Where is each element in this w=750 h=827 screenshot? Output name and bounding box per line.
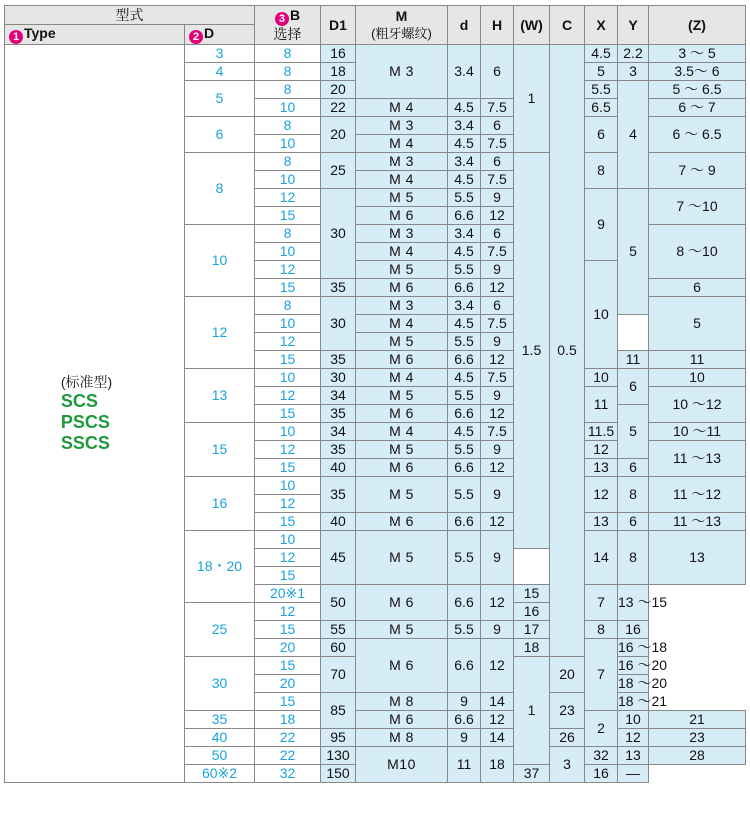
b-cell: 15 bbox=[255, 405, 321, 423]
d-size-cell: 3 bbox=[185, 45, 255, 63]
z-cell: 23 bbox=[649, 729, 746, 747]
h-cell: 12 bbox=[481, 585, 514, 621]
z-cell: 6 ～ 7 bbox=[649, 99, 746, 117]
d1-cell: 35 bbox=[321, 405, 356, 423]
m-cell: M 6 bbox=[356, 279, 448, 297]
d-cell: 3.4 bbox=[448, 45, 481, 99]
badge-1: 1 bbox=[9, 30, 23, 44]
d-cell: 5.5 bbox=[448, 441, 481, 459]
d1-cell: 35 bbox=[321, 351, 356, 369]
y-cell: 3 bbox=[618, 63, 649, 81]
w-cell: 2 bbox=[585, 711, 618, 747]
z-cell: 8 ～10 bbox=[649, 225, 746, 279]
h-cell: 7.5 bbox=[481, 99, 514, 117]
h-cell: 12 bbox=[481, 351, 514, 369]
y-cell: 8 bbox=[618, 531, 649, 585]
b-cell: 20※1 bbox=[255, 585, 321, 603]
d1-cell: 20 bbox=[321, 81, 356, 99]
m-cell: M 5 bbox=[356, 441, 448, 459]
h-cell: 6 bbox=[481, 45, 514, 99]
m-cell: M 4 bbox=[356, 315, 448, 333]
d-cell: 4.5 bbox=[448, 423, 481, 441]
z-cell: 10 ～12 bbox=[649, 387, 746, 423]
x-cell: 12 bbox=[585, 477, 618, 513]
x-cell: 6.5 bbox=[585, 99, 618, 117]
h-cell: 9 bbox=[481, 387, 514, 405]
h-cell: 7.5 bbox=[481, 315, 514, 333]
d1-cell: 25 bbox=[321, 153, 356, 189]
y-cell: 7 bbox=[585, 639, 618, 711]
y-cell: 13 bbox=[618, 747, 649, 765]
header-b-label: B bbox=[289, 7, 301, 23]
x-cell: 37 bbox=[514, 765, 550, 783]
m-cell: M10 bbox=[356, 747, 448, 783]
y-cell: 6 bbox=[649, 279, 746, 297]
header-b-sub: 选择 bbox=[273, 26, 302, 42]
d1-cell: 22 bbox=[321, 99, 356, 117]
m-cell: M 6 bbox=[356, 711, 448, 729]
b-cell: 15 bbox=[255, 657, 321, 675]
header-x: X bbox=[585, 6, 618, 45]
b-cell: 10 bbox=[255, 531, 321, 549]
b-cell: 8 bbox=[255, 81, 321, 99]
d-size-cell: 30 bbox=[185, 657, 255, 711]
type-name: SSCS bbox=[60, 433, 110, 453]
header-z: (Z) bbox=[649, 6, 746, 45]
b-cell: 12 bbox=[255, 189, 321, 207]
b-cell: 15 bbox=[255, 459, 321, 477]
table-row bbox=[5, 45, 746, 63]
y-cell: 8 bbox=[585, 621, 618, 639]
z-cell: 28 bbox=[649, 747, 746, 765]
m-cell: M 5 bbox=[356, 531, 448, 585]
h-cell: 9 bbox=[481, 261, 514, 279]
x-cell: 5.5 bbox=[585, 81, 618, 99]
x-cell: 18 bbox=[514, 639, 550, 657]
h-cell: 12 bbox=[481, 279, 514, 297]
header-d-size bbox=[185, 25, 255, 45]
d1-cell: 20 bbox=[321, 117, 356, 153]
d-size-cell: 6 bbox=[185, 117, 255, 153]
d1-cell: 16 bbox=[321, 45, 356, 63]
b-cell: 22 bbox=[255, 729, 321, 747]
d-size-cell: 15 bbox=[185, 423, 255, 477]
z-cell: 10 bbox=[649, 369, 746, 387]
h-cell: 6 bbox=[481, 225, 514, 243]
x-cell: 26 bbox=[550, 729, 585, 747]
b-cell: 8 bbox=[255, 225, 321, 243]
b-cell: 12 bbox=[255, 333, 321, 351]
z-cell: 21 bbox=[649, 711, 746, 729]
header-h: H bbox=[481, 6, 514, 45]
x-cell: 16 bbox=[514, 603, 550, 621]
header-type-label: Type bbox=[24, 25, 56, 41]
h-cell: 9 bbox=[481, 189, 514, 207]
m-cell: M 4 bbox=[356, 243, 448, 261]
d1-cell: 50 bbox=[321, 585, 356, 621]
h-cell: 6 bbox=[481, 297, 514, 315]
h-cell: 6 bbox=[481, 153, 514, 171]
b-cell: 22 bbox=[255, 747, 321, 765]
b-cell: 12 bbox=[255, 603, 321, 621]
y-cell: 6 bbox=[618, 459, 649, 477]
header-b bbox=[255, 6, 321, 45]
z-cell: 16 bbox=[618, 621, 649, 639]
d-cell: 6.6 bbox=[448, 459, 481, 477]
h-cell: 18 bbox=[481, 747, 514, 783]
h-cell: 14 bbox=[481, 729, 514, 747]
m-cell: M 4 bbox=[356, 369, 448, 387]
h-cell: 12 bbox=[481, 639, 514, 693]
z-cell: 6 ～ 6.5 bbox=[649, 117, 746, 153]
z-cell: 11 ～13 bbox=[649, 513, 746, 531]
d-cell: 3.4 bbox=[448, 153, 481, 171]
d1-cell: 60 bbox=[321, 639, 356, 657]
x-cell: 20 bbox=[550, 657, 585, 693]
d-cell: 4.5 bbox=[448, 171, 481, 189]
w-cell: 1.5 bbox=[514, 153, 550, 549]
y-cell: 6 bbox=[618, 513, 649, 531]
x-cell: 5 bbox=[585, 63, 618, 81]
header-d: d bbox=[448, 6, 481, 45]
b-cell: 15 bbox=[255, 567, 321, 585]
d-size-cell: 40 bbox=[185, 729, 255, 747]
badge-2: 2 bbox=[189, 30, 203, 44]
h-cell: 6 bbox=[481, 117, 514, 135]
x-cell: 13 bbox=[585, 513, 618, 531]
header-type bbox=[5, 25, 185, 45]
y-cell: 16 bbox=[585, 765, 618, 783]
d-size-cell: 13 bbox=[185, 369, 255, 423]
m-cell: M 3 bbox=[356, 117, 448, 135]
h-cell: 7.5 bbox=[481, 369, 514, 387]
d-cell: 4.5 bbox=[448, 315, 481, 333]
z-cell: 11 ～12 bbox=[649, 477, 746, 513]
c-cell: 1 bbox=[514, 657, 550, 765]
header-row-1 bbox=[5, 6, 746, 25]
x-cell: 13 bbox=[585, 459, 618, 477]
d1-cell: 40 bbox=[321, 459, 356, 477]
m-cell: M 4 bbox=[356, 423, 448, 441]
b-cell: 15 bbox=[255, 693, 321, 711]
x-cell: 4.5 bbox=[585, 45, 618, 63]
x-cell: 32 bbox=[585, 747, 618, 765]
header-d-size-label: D bbox=[204, 25, 215, 41]
z-cell: 18 ～20 bbox=[618, 675, 668, 691]
b-cell: 10 bbox=[255, 171, 321, 189]
d-cell: 5.5 bbox=[448, 333, 481, 351]
d-size-cell: 35 bbox=[185, 711, 255, 729]
header-type-group: 型式 bbox=[5, 6, 255, 25]
d-cell: 5.5 bbox=[448, 531, 481, 585]
d-cell: 5.5 bbox=[448, 387, 481, 405]
b-cell: 12 bbox=[255, 495, 321, 513]
m-cell: M 5 bbox=[356, 387, 448, 405]
x-cell: 10 bbox=[585, 369, 618, 387]
b-cell: 20 bbox=[255, 675, 321, 693]
d-size-cell: 60※2 bbox=[185, 765, 255, 783]
d-cell: 4.5 bbox=[448, 243, 481, 261]
d-cell: 4.5 bbox=[448, 135, 481, 153]
h-cell: 9 bbox=[481, 531, 514, 585]
m-cell: M 4 bbox=[356, 99, 448, 117]
y-cell: 5 bbox=[618, 189, 649, 315]
d-size-cell: 10 bbox=[185, 225, 255, 297]
h-cell: 9 bbox=[481, 441, 514, 459]
z-cell: 5 ～ 6.5 bbox=[649, 81, 746, 99]
d1-cell: 55 bbox=[321, 621, 356, 639]
w-cell: 1 bbox=[514, 45, 550, 153]
d-cell: 5.5 bbox=[448, 261, 481, 279]
m-cell: M 6 bbox=[356, 459, 448, 477]
header-m-sub: (粗牙螺纹) bbox=[371, 26, 432, 41]
m-cell: M 6 bbox=[356, 513, 448, 531]
h-cell: 12 bbox=[481, 207, 514, 225]
z-cell: 16 ～20 bbox=[618, 657, 668, 673]
d-cell: 6.6 bbox=[448, 513, 481, 531]
d-size-cell: 25 bbox=[185, 603, 255, 657]
d1-cell: 40 bbox=[321, 513, 356, 531]
d1-cell: 35 bbox=[321, 441, 356, 459]
header-d1: D1 bbox=[321, 6, 356, 45]
x-cell: 8 bbox=[585, 153, 618, 189]
b-cell: 10 bbox=[255, 243, 321, 261]
y-cell: 4 bbox=[618, 81, 649, 189]
m-cell: M 3 bbox=[356, 297, 448, 315]
z-cell: 18 ～21 bbox=[618, 693, 668, 709]
d1-cell: 45 bbox=[321, 531, 356, 585]
m-cell: M 5 bbox=[356, 621, 448, 639]
b-cell: 12 bbox=[255, 441, 321, 459]
h-cell: 12 bbox=[481, 459, 514, 477]
type-name: PSCS bbox=[60, 412, 110, 432]
h-cell: 9 bbox=[481, 621, 514, 639]
d-cell: 6.6 bbox=[448, 351, 481, 369]
standard-type-label: (标准型) bbox=[60, 374, 113, 390]
x-cell: 11.5 bbox=[585, 423, 618, 441]
y-cell: 11 bbox=[649, 351, 746, 369]
m-cell: M 3 bbox=[356, 153, 448, 171]
d-size-cell: 18・20 bbox=[185, 531, 255, 603]
h-cell: 12 bbox=[481, 513, 514, 531]
d-cell: 6.6 bbox=[448, 639, 481, 693]
h-cell: 7.5 bbox=[481, 135, 514, 153]
type-cell bbox=[5, 45, 185, 783]
b-cell: 8 bbox=[255, 117, 321, 135]
m-cell: M 8 bbox=[356, 729, 448, 747]
h-cell: 7.5 bbox=[481, 423, 514, 441]
m-cell: M 4 bbox=[356, 135, 448, 153]
y-cell: 12 bbox=[618, 729, 649, 747]
z-cell: 11 ～13 bbox=[649, 441, 746, 477]
b-cell: 8 bbox=[255, 63, 321, 81]
b-cell: 10 bbox=[255, 315, 321, 333]
b-cell: 15 bbox=[255, 351, 321, 369]
header-c: C bbox=[550, 6, 585, 45]
d1-cell: 130 bbox=[321, 747, 356, 765]
d-cell: 6.6 bbox=[448, 405, 481, 423]
d-cell: 5.5 bbox=[448, 477, 481, 513]
x-cell: 10 bbox=[585, 261, 618, 369]
d-size-cell: 16 bbox=[185, 477, 255, 531]
d-cell: 4.5 bbox=[448, 99, 481, 117]
d-cell: 3.4 bbox=[448, 225, 481, 243]
b-cell: 10 bbox=[255, 477, 321, 495]
b-cell: 8 bbox=[255, 153, 321, 171]
m-cell: M 3 bbox=[356, 225, 448, 243]
b-cell: 15 bbox=[255, 279, 321, 297]
d1-cell: 30 bbox=[321, 297, 356, 351]
b-cell: 32 bbox=[255, 765, 321, 783]
y-cell: 2.2 bbox=[618, 45, 649, 63]
c-cell: 0.5 bbox=[550, 45, 585, 657]
h-cell: 12 bbox=[481, 711, 514, 729]
x-cell: 9 bbox=[585, 189, 618, 261]
d-size-cell: 5 bbox=[185, 81, 255, 117]
b-cell: 12 bbox=[255, 549, 321, 567]
x-cell: 11 bbox=[618, 351, 649, 369]
b-cell: 8 bbox=[255, 297, 321, 315]
h-cell: 12 bbox=[481, 405, 514, 423]
header-m-label: M bbox=[395, 8, 408, 24]
d-cell: 11 bbox=[448, 747, 481, 783]
b-cell: 18 bbox=[255, 711, 321, 729]
y-cell: 8 bbox=[618, 477, 649, 513]
m-cell: M 5 bbox=[356, 333, 448, 351]
y-cell: 6 bbox=[618, 369, 649, 405]
d-size-cell: 50 bbox=[185, 747, 255, 765]
d1-cell: 150 bbox=[321, 765, 356, 783]
y-cell: 7 bbox=[585, 585, 618, 621]
m-cell: M 6 bbox=[356, 207, 448, 225]
d1-cell: 34 bbox=[321, 423, 356, 441]
y-cell: 5 bbox=[618, 405, 649, 459]
b-cell: 10 bbox=[255, 99, 321, 117]
d-cell: 9 bbox=[448, 693, 481, 711]
z-cell: 10 ～11 bbox=[649, 423, 746, 441]
b-cell: 15 bbox=[255, 513, 321, 531]
type-name: SCS bbox=[60, 391, 98, 411]
spec-table bbox=[4, 5, 746, 783]
d-cell: 5.5 bbox=[448, 621, 481, 639]
d-cell: 6.6 bbox=[448, 279, 481, 297]
b-cell: 15 bbox=[255, 207, 321, 225]
x-cell: 23 bbox=[550, 693, 585, 729]
d1-cell: 35 bbox=[321, 279, 356, 297]
w-cell: 3 bbox=[550, 747, 585, 783]
x-cell: 11 bbox=[585, 387, 618, 423]
d-size-cell: 12 bbox=[185, 297, 255, 369]
d1-cell: 30 bbox=[321, 189, 356, 279]
x-cell: 17 bbox=[514, 621, 550, 639]
b-cell: 12 bbox=[255, 261, 321, 279]
d1-cell: 30 bbox=[321, 369, 356, 387]
badge-3: 3 bbox=[275, 12, 289, 26]
d-cell: 5.5 bbox=[448, 189, 481, 207]
d-cell: 6.6 bbox=[448, 711, 481, 729]
m-cell: M 5 bbox=[356, 261, 448, 279]
d-cell: 6.6 bbox=[448, 207, 481, 225]
m-cell: M 6 bbox=[356, 405, 448, 423]
d1-cell: 18 bbox=[321, 63, 356, 81]
h-cell: 7.5 bbox=[481, 171, 514, 189]
z-cell: 16 ～18 bbox=[618, 639, 668, 655]
b-cell: 15 bbox=[255, 621, 321, 639]
x-cell: 15 bbox=[514, 585, 550, 603]
d-cell: 6.6 bbox=[448, 585, 481, 621]
d1-cell: 70 bbox=[321, 657, 356, 693]
x-cell: 6 bbox=[585, 117, 618, 153]
b-cell: 10 bbox=[255, 423, 321, 441]
header-m bbox=[356, 6, 448, 45]
m-cell: M 3 bbox=[356, 45, 448, 99]
h-cell: 9 bbox=[481, 333, 514, 351]
z-cell: — bbox=[618, 765, 649, 783]
header-w: (W) bbox=[514, 6, 550, 45]
x-cell: 14 bbox=[585, 531, 618, 585]
z-cell: 13 bbox=[649, 531, 746, 585]
b-cell: 12 bbox=[255, 387, 321, 405]
h-cell: 9 bbox=[481, 477, 514, 513]
x-cell: 12 bbox=[585, 441, 618, 459]
m-cell: M 4 bbox=[356, 171, 448, 189]
m-cell: M 6 bbox=[356, 351, 448, 369]
b-cell: 8 bbox=[255, 45, 321, 63]
z-cell: 7 ～10 bbox=[649, 189, 746, 225]
b-cell: 10 bbox=[255, 135, 321, 153]
d1-cell: 85 bbox=[321, 693, 356, 729]
z-cell: 7 ～ 9 bbox=[649, 153, 746, 189]
h-cell: 7.5 bbox=[481, 243, 514, 261]
h-cell: 14 bbox=[481, 693, 514, 711]
y-cell: 10 bbox=[618, 711, 649, 729]
d1-cell: 35 bbox=[321, 477, 356, 513]
z-cell: 3 ～ 5 bbox=[649, 45, 746, 63]
d-cell: 3.4 bbox=[448, 117, 481, 135]
m-cell: M 5 bbox=[356, 189, 448, 207]
d-cell: 3.4 bbox=[448, 297, 481, 315]
type-box bbox=[61, 373, 112, 454]
z-cell: 13 ～15 bbox=[618, 585, 649, 621]
header-y: Y bbox=[618, 6, 649, 45]
d-size-cell: 4 bbox=[185, 63, 255, 81]
d1-cell: 34 bbox=[321, 387, 356, 405]
m-cell: M 6 bbox=[356, 639, 448, 693]
d1-cell: 95 bbox=[321, 729, 356, 747]
b-cell: 20 bbox=[255, 639, 321, 657]
d-cell: 9 bbox=[448, 729, 481, 747]
m-cell: M 8 bbox=[356, 693, 448, 711]
b-cell: 10 bbox=[255, 369, 321, 387]
y-cell: 5 bbox=[649, 297, 746, 351]
d-size-cell: 8 bbox=[185, 153, 255, 225]
d-cell: 4.5 bbox=[448, 369, 481, 387]
z-cell: 3.5～ 6 bbox=[649, 63, 746, 81]
m-cell: M 6 bbox=[356, 585, 448, 621]
m-cell: M 5 bbox=[356, 477, 448, 513]
